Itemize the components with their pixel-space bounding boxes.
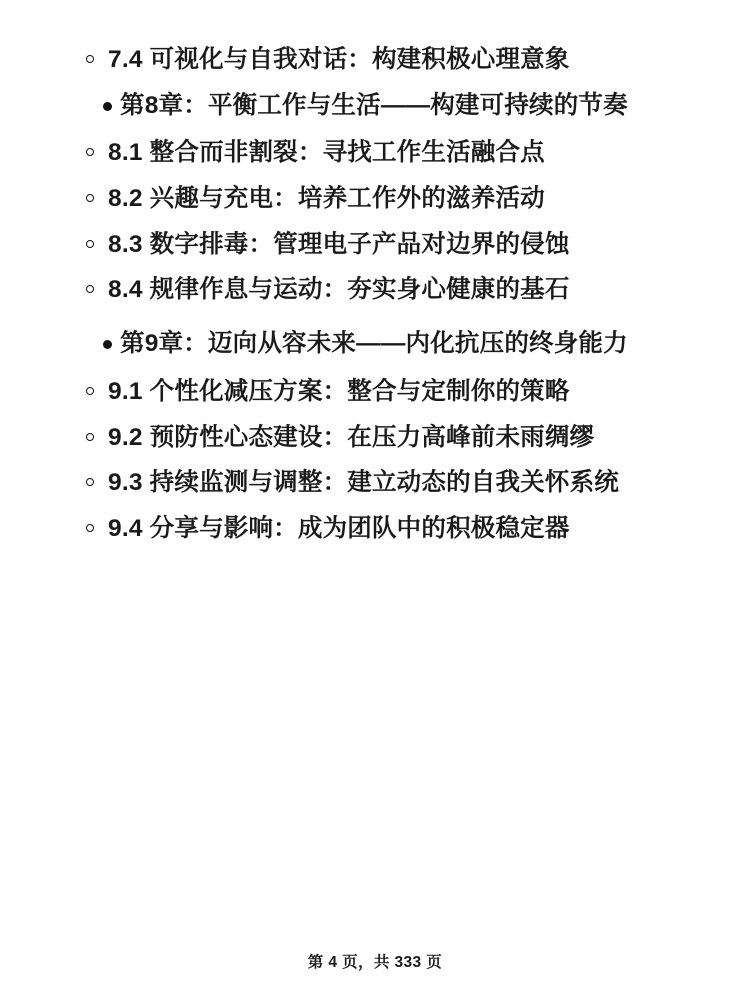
toc-section-item[interactable]: 7.4 可视化与自我对话：构建积极心理意象: [62, 40, 688, 80]
toc-section-list: [62, 372, 688, 549]
toc-section-item[interactable]: 8.4 规律作息与运动：夯实身心健康的基石: [62, 270, 688, 310]
toc-section-item[interactable]: 9.2 预防性心态建设：在压力高峰前未雨绸缪: [62, 418, 688, 458]
toc-section-item[interactable]: 9.4 分享与影响：成为团队中的积极稳定器: [62, 509, 688, 549]
toc-section-item[interactable]: 9.1 个性化减压方案：整合与定制你的策略: [62, 372, 688, 412]
toc-section-item[interactable]: 8.3 数字排毒：管理电子产品对边界的侵蚀: [62, 225, 688, 265]
toc-section-item[interactable]: 8.2 兴趣与充电：培养工作外的滋养活动: [62, 179, 688, 219]
toc-section-item[interactable]: 8.1 整合而非割裂：寻找工作生活融合点: [62, 133, 688, 173]
toc-chapter-item[interactable]: 第9章：迈向从容未来——内化抗压的终身能力: [62, 324, 688, 364]
toc-section-list: [62, 133, 688, 310]
page-footer: 第 4 页，共 333 页: [307, 954, 443, 971]
table-of-contents: [62, 40, 688, 549]
toc-chapter-item[interactable]: 第8章：平衡工作与生活——构建可持续的节奏: [62, 86, 688, 126]
toc-section-item[interactable]: 9.3 持续监测与调整：建立动态的自我关怀系统: [62, 463, 688, 503]
